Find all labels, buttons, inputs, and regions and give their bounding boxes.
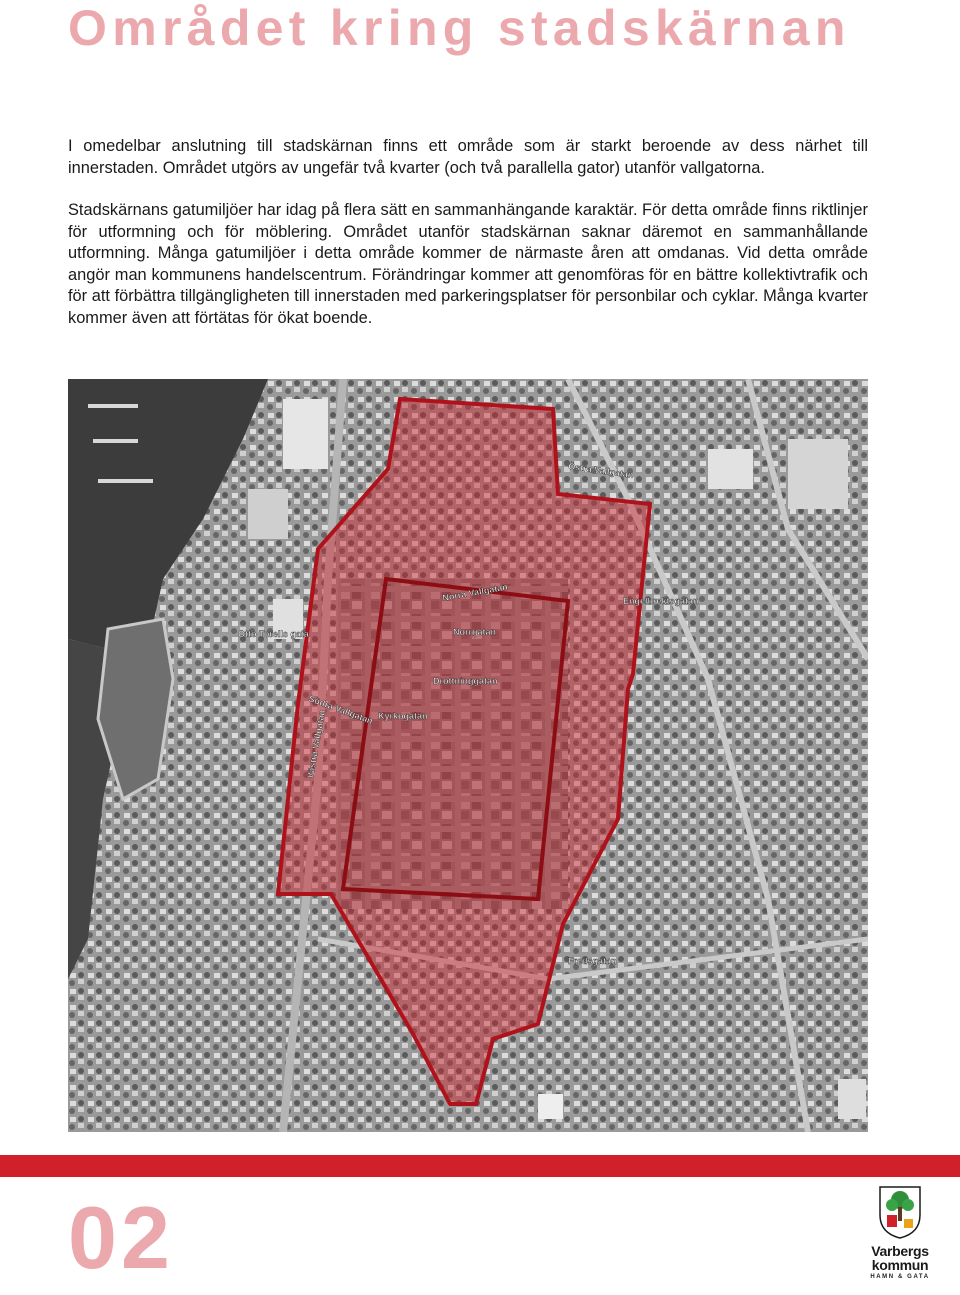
map-svg: [68, 379, 868, 1132]
label-ostra-vallgatan: Östra Vallgatan: [567, 461, 635, 481]
building: [838, 1079, 866, 1119]
municipality-logo: [860, 1185, 940, 1285]
footer-band: [0, 1155, 960, 1177]
label-kyrkogatan: Kyrkogatan: [378, 711, 428, 721]
label-sodra-vallgatan: Södra Vallgatan: [307, 693, 375, 726]
label-engelbrektsgatan: Engelbrektsgatan: [623, 596, 699, 606]
industrial-building: [283, 399, 328, 469]
label-drottninggatan: Drottninggatan: [433, 676, 498, 686]
coat-of-arms-icon: [878, 1185, 922, 1239]
logo-name-line-1: Varbergs: [871, 1243, 929, 1259]
label-vastra-vallgatan: Västra Vallgatan: [305, 709, 328, 780]
label-norra-vallgatan: Norra Vallgatan: [441, 581, 509, 603]
aerial-map: [68, 379, 868, 1132]
logo-name-line-2: kommun: [871, 1257, 929, 1273]
label-otto-torells-gata: Otto Torells gata: [238, 629, 309, 639]
building: [708, 449, 753, 489]
pier: [88, 404, 138, 408]
paragraph-1: I omedelbar anslutning till stadskärnan finns ett område som är starkt beroende av dess närhet till innerstaden. Området utgörs av ungefär två kvarter (och två parallella gator) utanför vallgatorna.: [68, 137, 868, 177]
label-norrgatan: Norrgatan: [453, 627, 497, 637]
page-number: 02: [68, 1188, 174, 1287]
label-fredsgatan: Fredsgatan: [568, 956, 617, 966]
page-title: Området kring stadskärnan: [68, 0, 851, 56]
building: [538, 1094, 563, 1119]
paragraph-2: Stadskärnans gatumiljöer har idag på flera sätt en sammanhängande karaktär. För detta område finns riktlinjer för utformning och för möblering. Området utanför stadskärnan saknar däremot en sammanhållande utformning. Många gatumiljöer i detta område kommer de närmaste åren att omdanas. Vid detta område angör man kommunens handelscentrum. Förändringar kommer att genomföras för en bättre kollektivtrafik och för att förbättra tillgängligheten till innerstaden med parkeringsplatser för personbilar och cyklar. Många kvarter kommer även att förtätas för ökat boende.: [68, 201, 868, 327]
body-text: [68, 136, 868, 329]
pier: [98, 479, 153, 483]
logo-unit: HAMN & GATA: [870, 1274, 930, 1280]
building: [788, 439, 848, 509]
pier: [93, 439, 138, 443]
industrial-building: [248, 489, 288, 539]
